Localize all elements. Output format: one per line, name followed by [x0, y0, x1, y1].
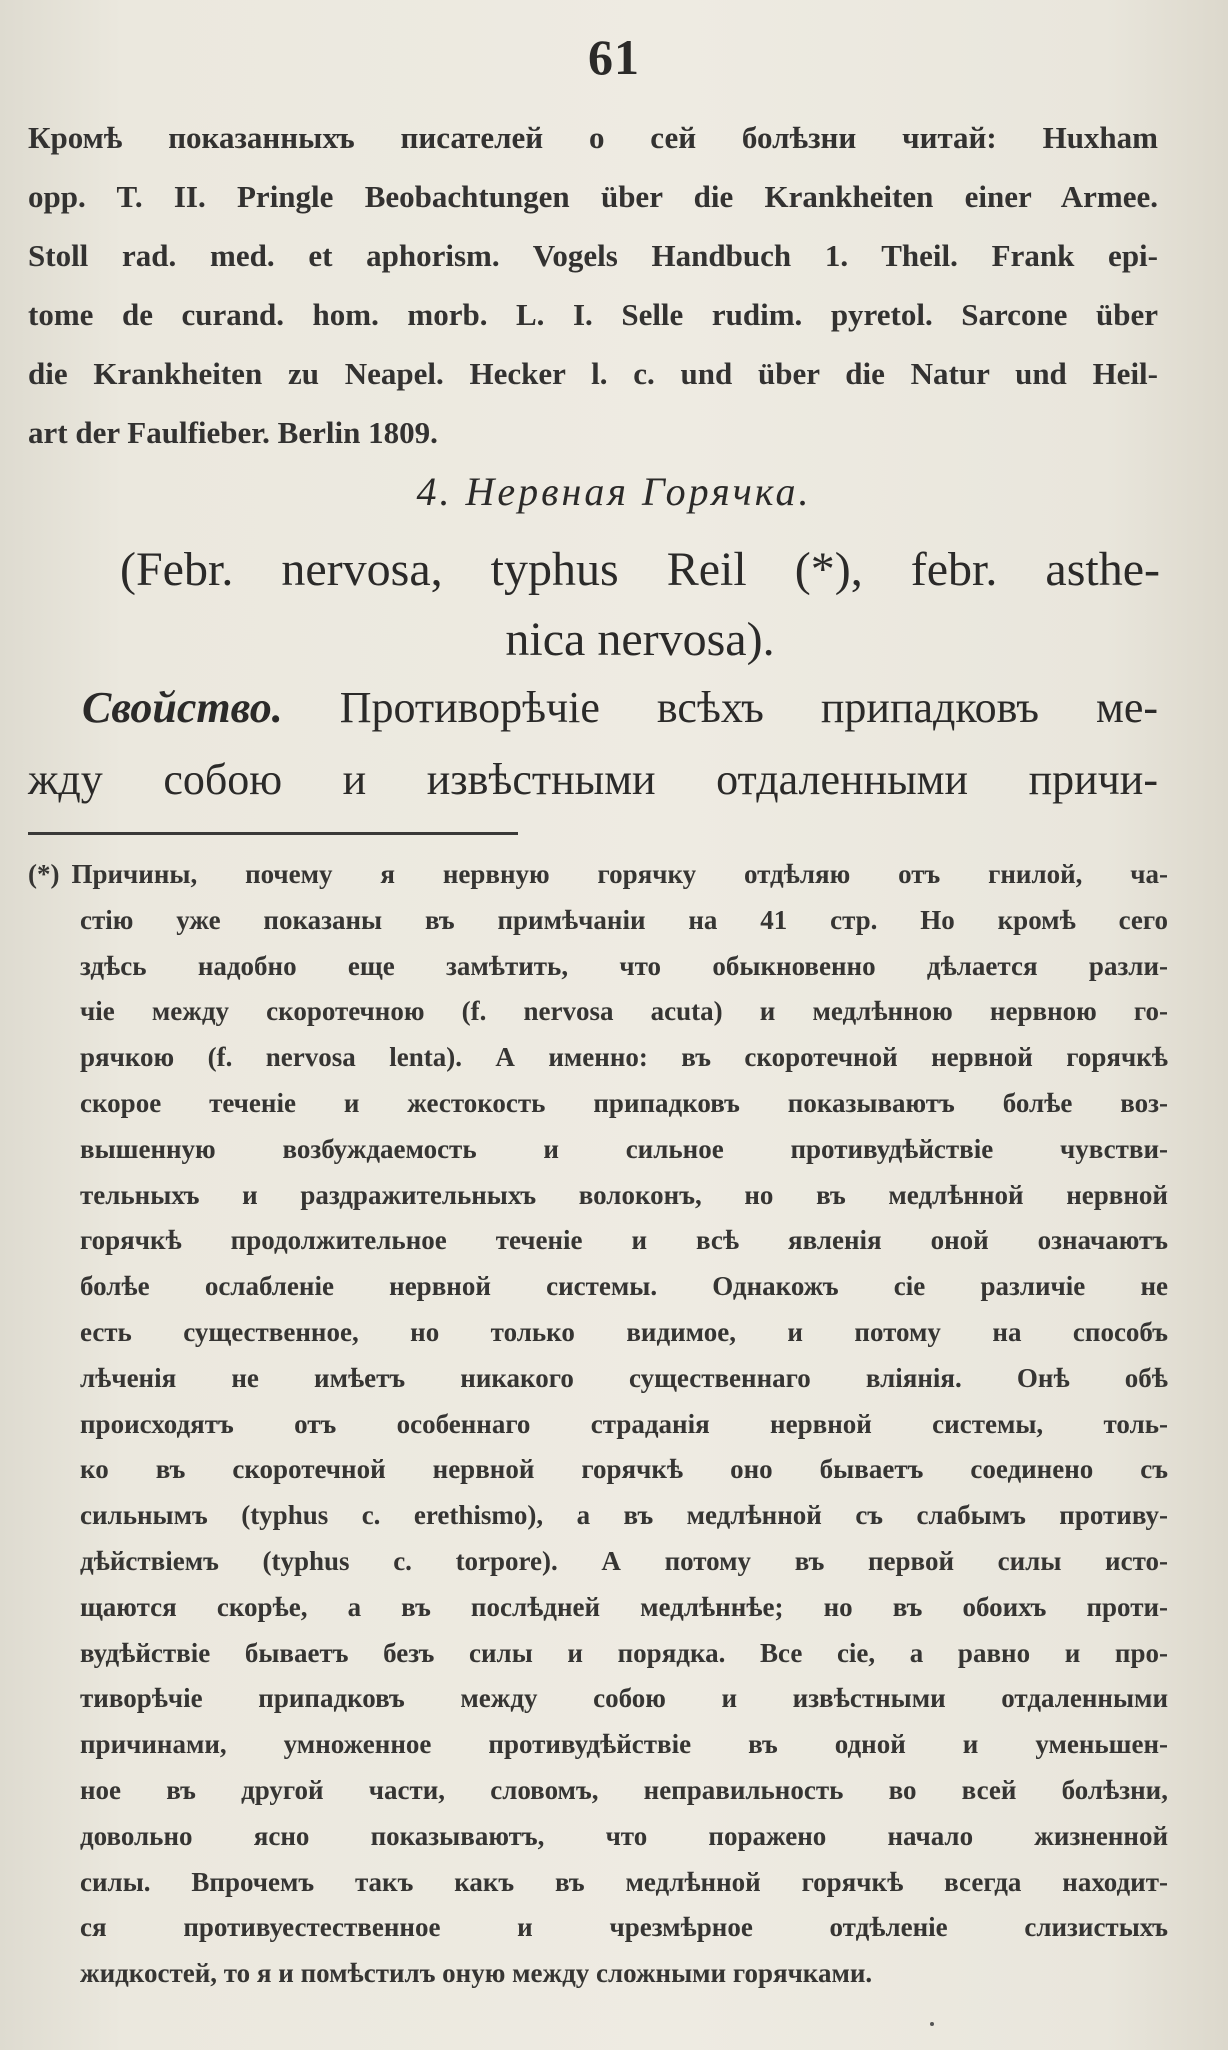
- reference-line: die Krankheiten zu Neapel. Hecker l. c. und über die Natur und Heil-: [28, 356, 1158, 391]
- section-title: 4. Нервная Горячка.: [416, 469, 812, 514]
- print-speck: [930, 2022, 934, 2026]
- footnote-line: есть существенное, но только видимое, и потому на способъ: [80, 1316, 1168, 1347]
- footnote-line: ное въ другой части, словомъ, неправильность во всей болѣзни,: [80, 1774, 1168, 1805]
- reference-line: art der Faulfieber. Berlin 1809.: [28, 415, 438, 450]
- section-latin-names: [120, 535, 1160, 675]
- footnote-line: [28, 852, 1168, 898]
- footnote-separator: [28, 832, 518, 835]
- footnote-line: сильнымъ (typhus c. erethismo), а въ медлѣнной съ слабымъ противу-: [80, 1500, 1168, 1531]
- reference-line: opp. T. II. Pringle Beobachtungen über die Krankheiten einer Armee.: [28, 179, 1158, 214]
- reference-line: Stoll rad. med. et aphorism. Vogels Handbuch 1. Theil. Frank epi-: [28, 238, 1158, 273]
- footnote-line: стію уже показаны въ примѣчаніи на 41 стр. Но кромѣ сего: [80, 904, 1168, 935]
- page-number: 61: [588, 29, 640, 85]
- footnote-line: причинами, умноженное противудѣйствіе въ одной и уменьшен-: [80, 1729, 1168, 1760]
- footnote-line: силы. Впрочемъ такъ какъ въ медлѣнной горячкѣ всегда находит-: [80, 1866, 1168, 1897]
- footnote-line: лѣченія не имѣетъ никакого существеннаго вліянія. Онѣ обѣ: [80, 1362, 1168, 1393]
- footnote: [28, 852, 1168, 1997]
- footnote-line: вудѣйствіе бываетъ безъ силы и порядка. Все сіе, а равно и про-: [80, 1637, 1168, 1668]
- footnote-line: ко въ скоротечной нервной горячкѣ оно бываетъ соединено съ: [80, 1454, 1168, 1485]
- footnote-line: скорое теченіе и жестокость припадковъ показываютъ болѣе воз-: [80, 1087, 1168, 1118]
- footnote-line: происходятъ отъ особеннаго страданія нервной системы, толь-: [80, 1408, 1168, 1439]
- footnote-line: ся противуестественное и чрезмѣрное отдѣленіе слизистыхъ: [80, 1912, 1168, 1943]
- property-label: Свойство.: [82, 683, 283, 732]
- footnote-text: Причины, почему я нервную горячку отдѣляю отъ гнилой, ча-: [71, 859, 1168, 889]
- reference-line: Кромѣ показанныхъ писателей о сей болѣзни читай: Huxham: [28, 120, 1158, 155]
- footnote-line: вышенную возбуждаемость и сильное противудѣйствіе чувстви-: [80, 1133, 1168, 1164]
- footnote-line: чіе между скоротечною (f. nervosa acuta) и медлѣнною нервною го-: [80, 996, 1168, 1027]
- property-text: Противорѣчіе всѣхъ припадковъ ме-: [339, 683, 1158, 732]
- footnote-line: щаются скорѣе, а въ послѣдней медлѣннѣе; но въ обоихъ проти-: [80, 1591, 1168, 1622]
- footnote-marker: (*): [28, 859, 60, 889]
- footnote-line: рячкою (f. nervosa lenta). А именно: въ скоротечной нервной горячкѣ: [80, 1042, 1168, 1073]
- property-line: [28, 672, 1158, 744]
- footnote-line: тельныхъ и раздражительныхъ волоконъ, но въ медлѣнной нервной: [80, 1179, 1168, 1210]
- footnote-line: болѣе ослабленіе нервной системы. Однакожъ сіе различіе не: [80, 1271, 1168, 1302]
- footnote-line: довольно ясно показываютъ, что поражено начало жизненной: [80, 1820, 1168, 1851]
- footnote-line: тиворѣчіе припадковъ между собою и извѣстными отдаленными: [80, 1683, 1168, 1714]
- latin-names-line: nica nervosa).: [505, 613, 775, 666]
- reference-line: tome de curand. hom. morb. L. I. Selle rudim. pyretol. Sarcone über: [28, 297, 1158, 332]
- property-line: жду собою и извѣстными отдаленными причи-: [28, 755, 1158, 804]
- footnote-line: здѣсь надобно еще замѣтить, что обыкновенно дѣлается разли-: [80, 950, 1168, 981]
- footnote-line: дѣйствіемъ (typhus c. torpore). А потому въ первой силы исто-: [80, 1545, 1168, 1576]
- property-paragraph: [28, 672, 1158, 816]
- latin-names-line: (Febr. nervosa, typhus Reil (*), febr. asthe-: [120, 543, 1160, 596]
- footnote-line: горячкѣ продолжительное теченіе и всѣ явленія оной означаютъ: [80, 1225, 1168, 1256]
- footnote-line: жидкостей, то я и помѣстилъ оную между сложными горячками.: [80, 1958, 873, 1989]
- references-paragraph: [28, 108, 1158, 462]
